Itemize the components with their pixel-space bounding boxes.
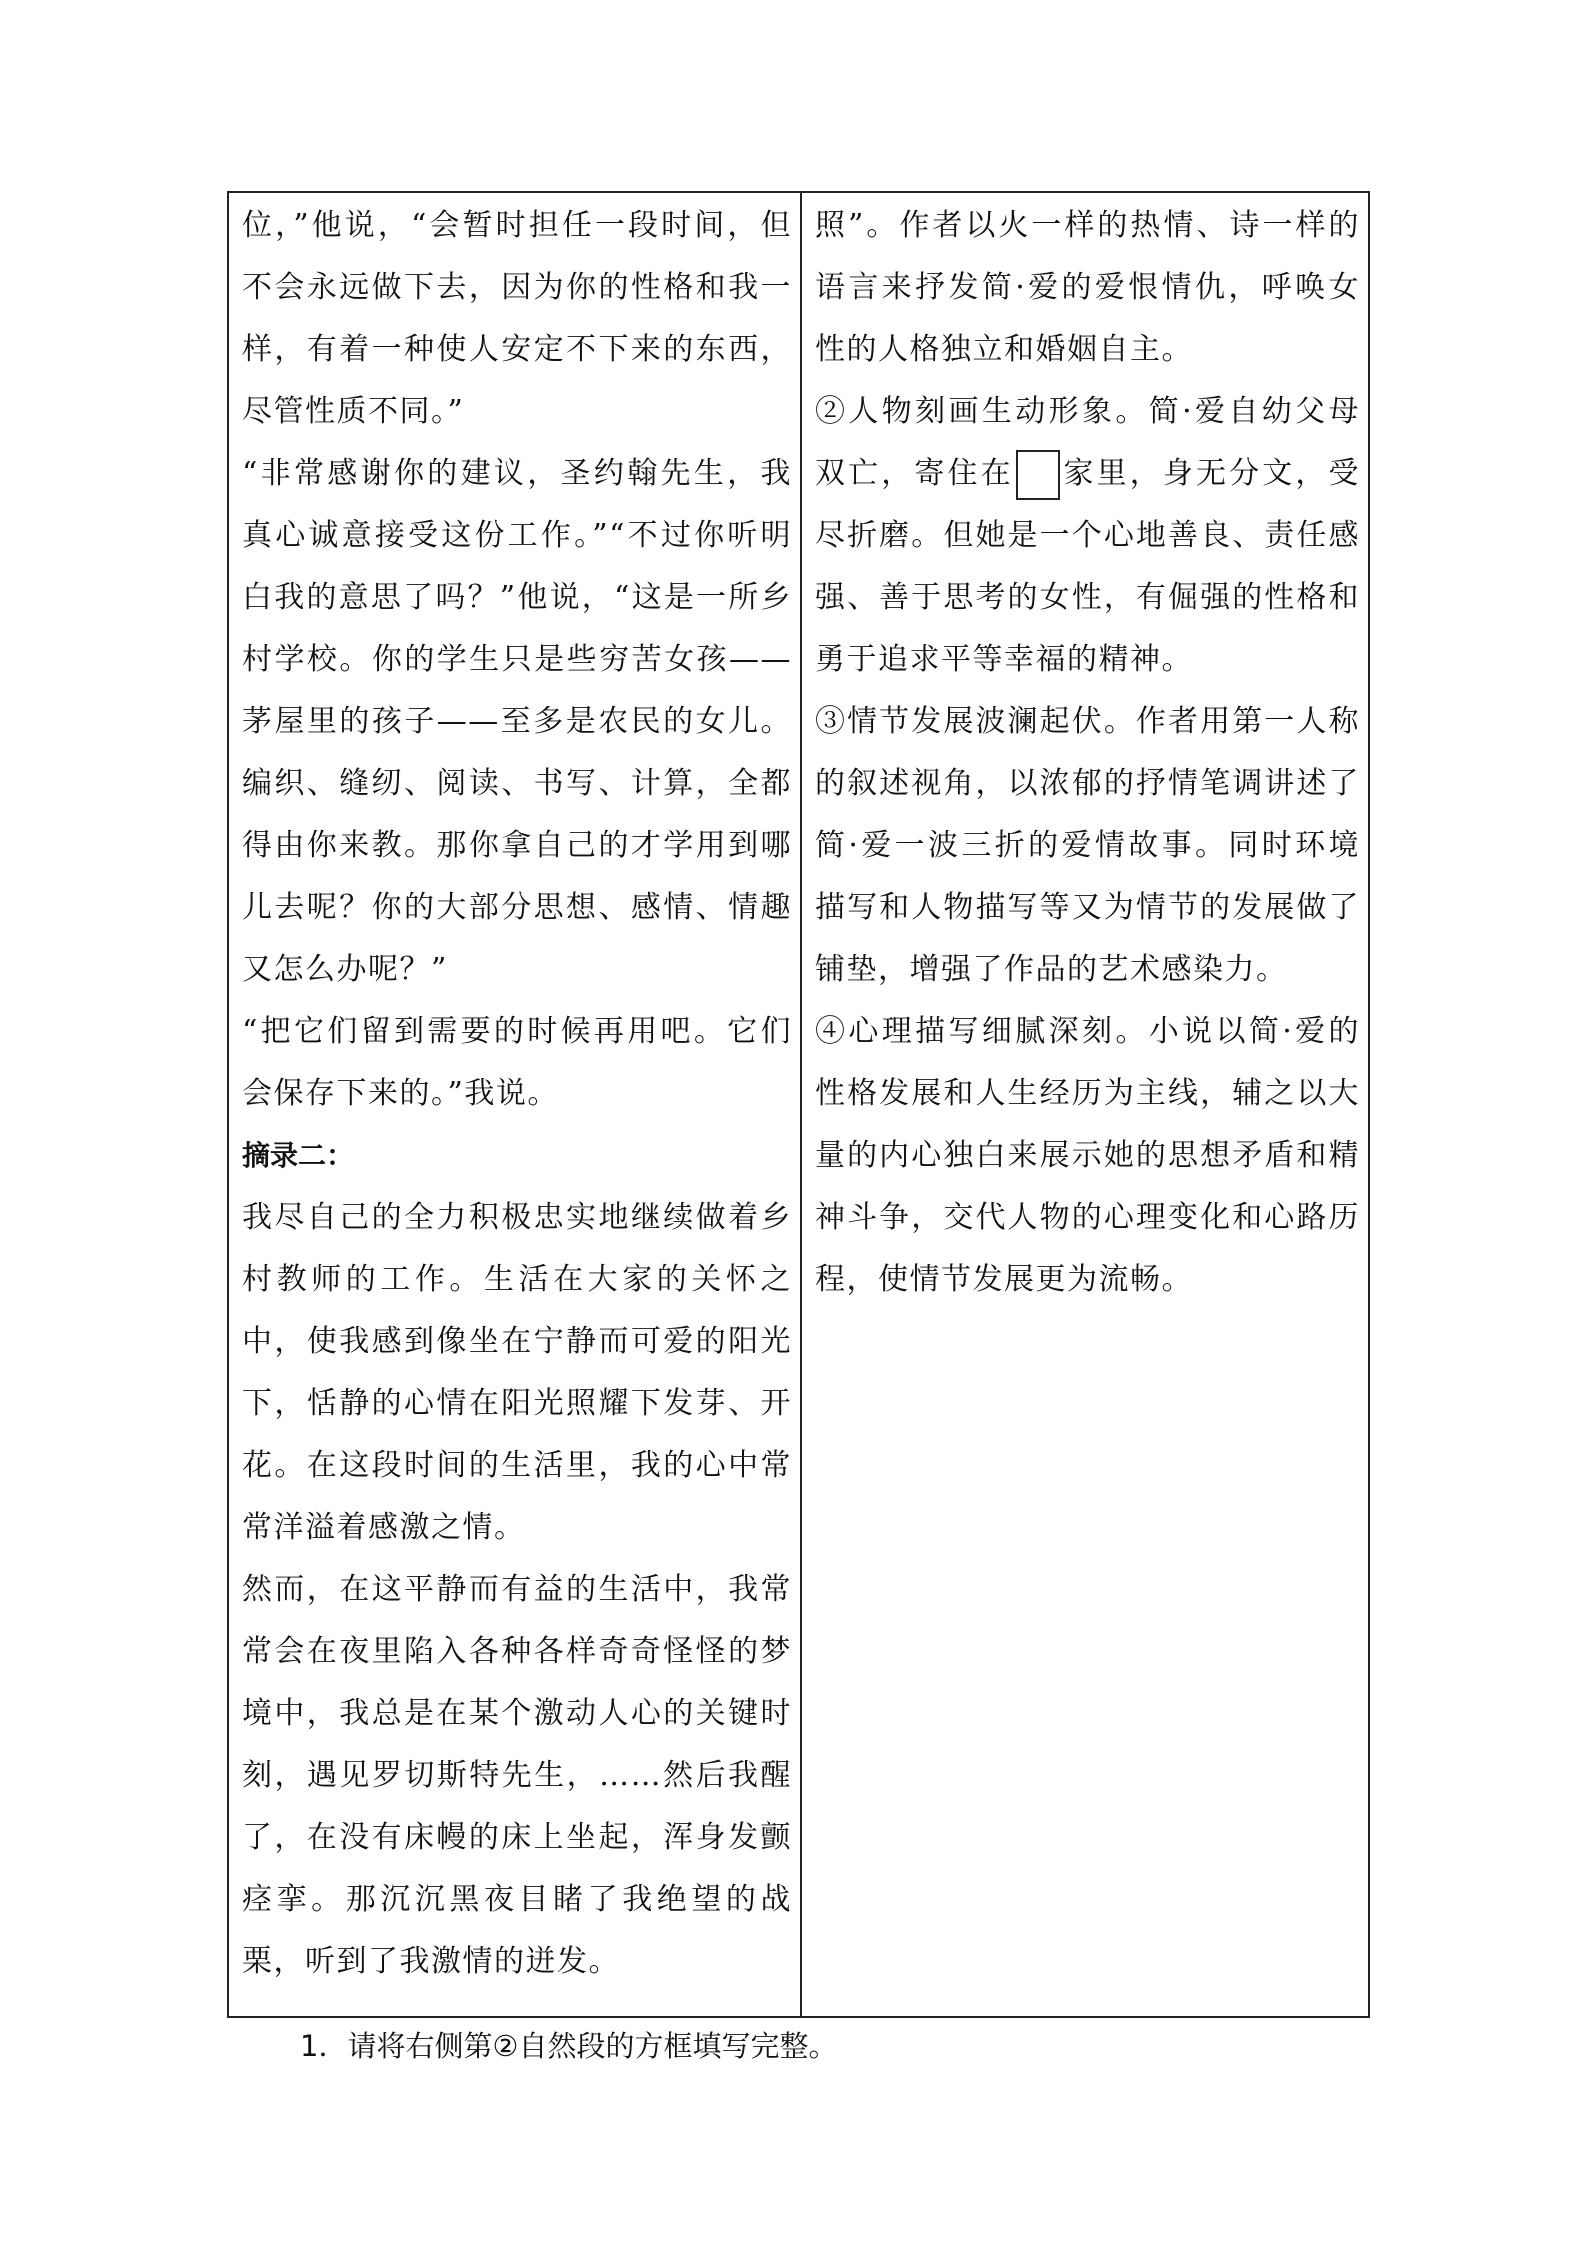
excerpt-paragraph: “把它们留到需要的时候再用吧。它们会保存下来的。”我说。 xyxy=(242,1014,792,1111)
fill-in-blank-box[interactable] xyxy=(1016,450,1060,500)
excerpt-paragraph: 位，”他说，“会暂时担任一段时间，但不会永远做下去，因为你的性格和我一样，有着一种使人安定不下来的东西，尽管性质不同。” xyxy=(242,208,792,429)
analysis-paragraph: 照”。作者以火一样的热情、诗一样的语言来抒发简·爱的爱恨情仇，呼唤女性的人格独立和婚姻自主。 xyxy=(815,208,1360,367)
analysis-text: ②人物刻画生动形象。简·爱自幼父母双亡，寄住在 xyxy=(815,394,1360,491)
excerpt-paragraph: 然而，在这平静而有益的生活中，我常常会在夜里陷入各种各样奇奇怪怪的梦境中，我总是在某个激动人心的关键时刻，遇见罗切斯特先生，……然后我醒了，在没有床幔的床上坐起，浑身发颤痉挛。那沉沉黑夜目睹了我绝望的战栗，听到了我激情的迸发。 xyxy=(242,1572,792,1979)
question-text: 1．请将右侧第②自然段的方框填写完整。 xyxy=(300,2029,838,2063)
analysis-paragraph-2 xyxy=(815,381,1360,691)
analysis-paragraph: ③情节发展波澜起伏。作者用第一人称的叙述视角，以浓郁的抒情笔调讲述了简·爱一波三折的爱情故事。同时环境描写和人物描写等又为情节的发展做了铺垫，增强了作品的艺术感染力。 xyxy=(815,704,1360,987)
left-column-excerpt xyxy=(229,193,802,2016)
excerpt-paragraph: 我尽自己的全力积极忠实地继续做着乡村教师的工作。生活在大家的关怀之中，使我感到像坐在宁静而可爱的阳光下，恬静的心情在阳光照耀下发芽、开花。在这段时间的生活里，我的心中常常洋溢着感激之情。 xyxy=(242,1200,792,1545)
excerpt-table xyxy=(227,191,1370,2018)
analysis-text: 家里，身无分文，受尽折磨。但她是一个心地善良、责任感强、善于思考的女性，有倔强的性格和勇于追求平等幸福的精神。 xyxy=(815,456,1361,677)
excerpt-heading: 摘录二： xyxy=(242,1139,355,1172)
right-column-analysis xyxy=(802,193,1368,2016)
excerpt-paragraph: “非常感谢你的建议，圣约翰先生，我真心诚意接受这份工作。”“不过你听明白我的意思了吗？”他说，“这是一所乡村学校。你的学生只是些穷苦女孩——茅屋里的孩子——至多是农民的女儿。编织、缝纫、阅读、书写、计算，全都得由你来教。那你拿自己的才学用到哪儿去呢？你的大部分思想、感情、情趣又怎么办呢？” xyxy=(242,456,792,987)
analysis-paragraph: ④心理描写细腻深刻。小说以简·爱的性格发展和人生经历为主线，辅之以大量的内心独白来展示她的思想矛盾和精神斗争，交代人物的心理变化和心路历程，使情节发展更为流畅。 xyxy=(815,1014,1360,1297)
